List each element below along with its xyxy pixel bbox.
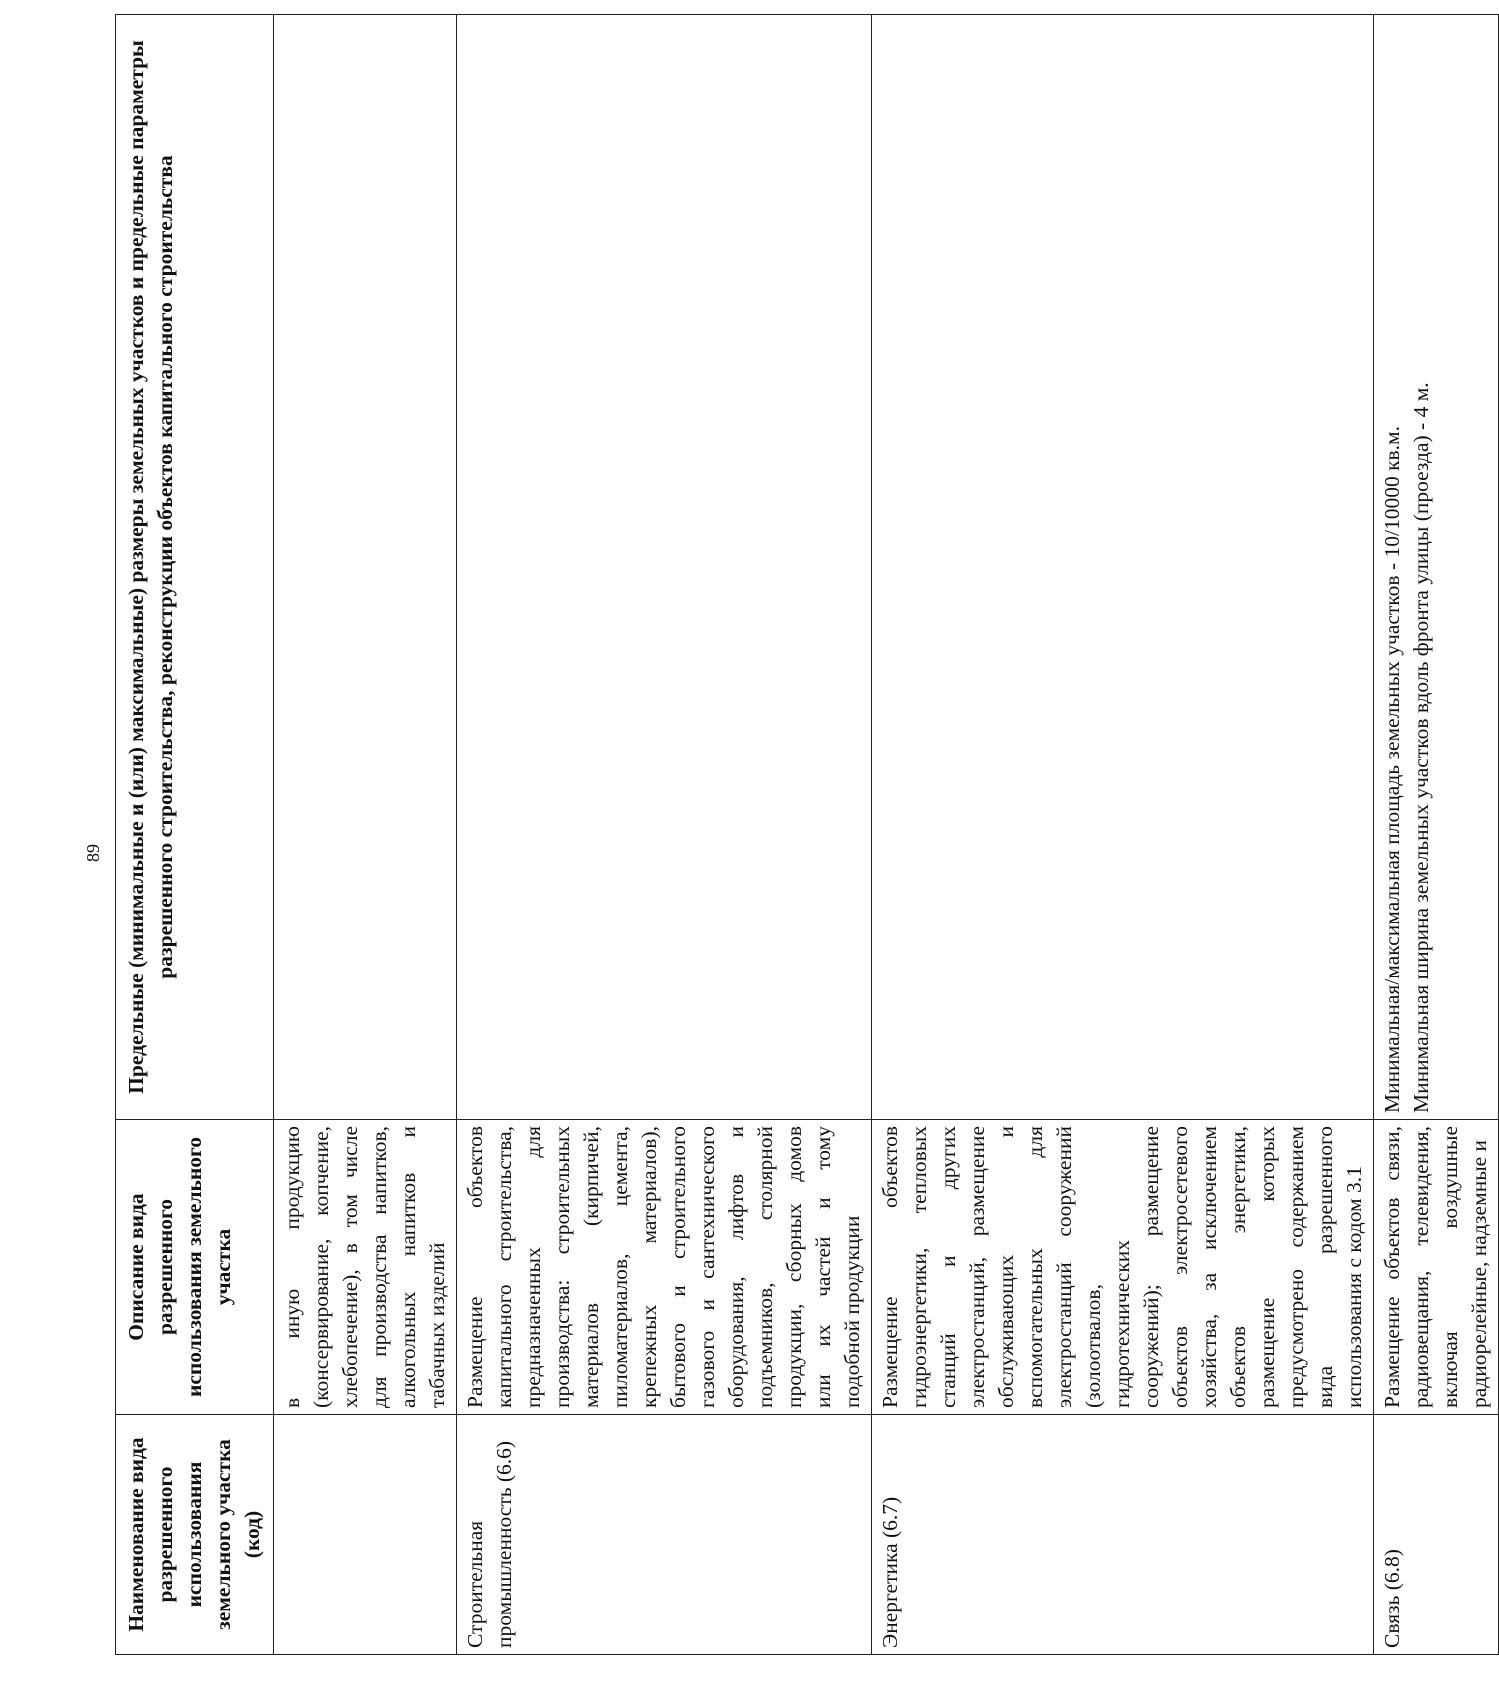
header-params: Предельные (минимальные и (или) максимальные) размеры земельных участков и предельные параметры разрешенного строительства, реконструкции объектов капитального строительства [116, 15, 274, 1120]
land-use-table [115, 14, 1499, 1655]
page-number: 89 [83, 844, 103, 862]
row-name: Связь (6.8) [1374, 1415, 1499, 1655]
row-description: Размещение объектов гидроэнергетики, тепловых станций и других электростанций, размещение обслуживающих и вспомогательных для электростанций сооружений (золоотвалов, гидротехнических сооружений); размещение объектов электросетевого хозяйства, за исключением объектов энергетики, размещение которых предусмотрено содержанием вида разрешенного использования с кодом 3.1 [872, 1120, 1374, 1415]
land-use-table-page [115, 15, 1491, 1655]
row-params [1374, 15, 1499, 1120]
table-header-row [116, 15, 274, 1655]
param-line-width: Минимальная ширина земельных участков вдоль фронта улицы (проезда) - 4 м. [1409, 382, 1433, 1113]
row-name [274, 1415, 457, 1655]
table-row [1374, 15, 1499, 1655]
header-name: Наименование вида разрешенного использования земельного участка (код) [116, 1415, 274, 1655]
table-row [274, 15, 457, 1655]
row-description: Размещение объектов связи, радиовещания, телевидения, включая воздушные радиорелейные, надземные и [1374, 1120, 1499, 1415]
param-line-area: Минимальная/максимальная площадь земельных участков - 10/10000 кв.м. [1380, 425, 1404, 1113]
row-description: Размещение объектов капитального строительства, предназначенных для производства: строительных материалов (кирпичей, пиломатериалов, цемента, крепежных материалов), бытового и строительного газового и сантехнического оборудования, лифтов и подъемников, столярной продукции, сборных домов или их частей и тому подобной продукции [457, 1120, 872, 1415]
header-description: Описание вида разрешенного использования земельного участка [116, 1120, 274, 1415]
table-row [872, 15, 1374, 1655]
table-row [457, 15, 872, 1655]
row-name: Энергетика (6.7) [872, 1415, 1374, 1655]
row-description: в иную продукцию (консервирование, копчение, хлебопечение), в том числе для производства напитков, алкогольных напитков и табачных изделий [274, 1120, 457, 1415]
row-name: Строительная промышленность (6.6) [457, 1415, 872, 1655]
row-params [872, 15, 1374, 1120]
row-params [274, 15, 457, 1120]
row-params [457, 15, 872, 1120]
